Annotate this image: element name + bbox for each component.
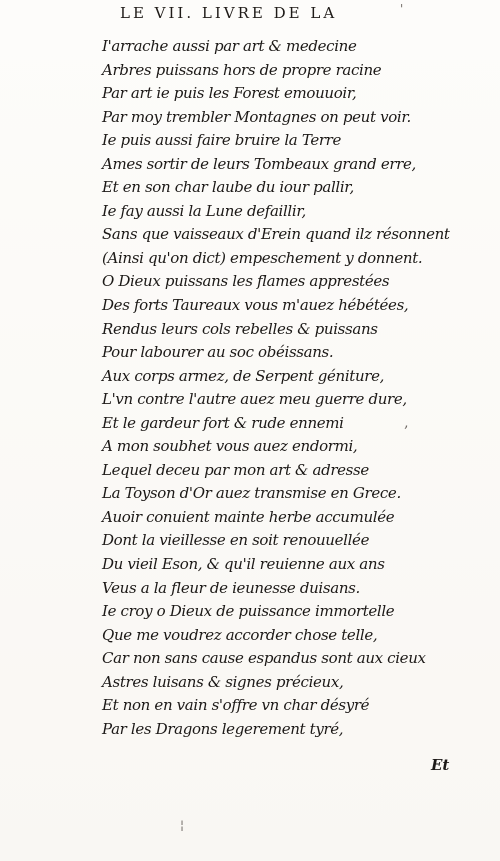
verse-line: Ie puis aussi faire bruire la Terre bbox=[102, 131, 342, 150]
verse-line: Du vieil Eson, & qu'il reuienne aux ans bbox=[102, 555, 385, 574]
ink-speck: ¦ bbox=[180, 818, 185, 832]
verse-line: Car non sans cause espandus sont aux cieux bbox=[102, 649, 426, 668]
verse-line: L'vn contre l'autre auez meu guerre dure, bbox=[102, 390, 407, 409]
verse-line: Ames sortir de leurs Tombeaux grand erre, bbox=[102, 154, 416, 173]
verse-line: Arbres puissans hors de propre racine bbox=[102, 60, 382, 79]
verse-line: Lequel deceu par mon art & adresse bbox=[102, 460, 369, 479]
verse-line: Dont la vieillesse en soit renouuellée bbox=[102, 531, 370, 550]
verse-line: Par art ie puis les Forest emouuoir, bbox=[102, 84, 357, 103]
verse-line: Auoir conuient mainte herbe accumulée bbox=[102, 507, 395, 526]
ink-speck: ‚ bbox=[404, 415, 409, 431]
verse-line: Rendus leurs cols rebelles & puissans bbox=[102, 319, 378, 338]
verse-line: Par les Dragons legerement tyré, bbox=[102, 719, 344, 738]
verse-line: Sans que vaisseaux d'Erein quand ilz résonnent bbox=[102, 225, 450, 244]
running-head: LE VII. LIVRE DE LA bbox=[120, 4, 338, 22]
verse-line: Des forts Taureaux vous m'auez hébétées, bbox=[102, 296, 409, 315]
verse-line: Pour labourer au soc obéissans. bbox=[102, 343, 334, 362]
ink-speck: ' bbox=[400, 2, 404, 16]
verse-line: Veus a la fleur de ieunesse duisans. bbox=[102, 578, 360, 597]
verse-line: La Toyson d'Or auez transmise en Grece. bbox=[102, 484, 401, 503]
verse-line: Astres luisans & signes précieux, bbox=[102, 672, 344, 691]
verse-line: Et non en vain s'offre vn char désyré bbox=[102, 696, 370, 715]
verse-line: Par moy trembler Montagnes on peut voir. bbox=[102, 107, 411, 126]
verse-line: Que me voudrez accorder chose telle, bbox=[102, 625, 378, 644]
verse-text bbox=[102, 35, 462, 741]
verse-line: Et en son char laube du iour pallir, bbox=[102, 178, 354, 197]
verse-line: Et le gardeur fort & rude ennemi bbox=[102, 413, 344, 432]
verse-line: O Dieux puissans les flames apprestées bbox=[102, 272, 390, 291]
verse-line: Aux corps armez, de Serpent géniture, bbox=[102, 366, 385, 385]
verse-line: Ie fay aussi la Lune defaillir, bbox=[102, 201, 306, 220]
verse-line: Ie croy o Dieux de puissance immortelle bbox=[102, 602, 395, 621]
catchword: Et bbox=[431, 756, 450, 774]
verse-line: (Ainsi qu'on dict) empeschement y donnent. bbox=[102, 248, 423, 267]
verse-line: A mon soubhet vous auez endormi, bbox=[102, 437, 358, 456]
verse-line: I'arrache aussi par art & medecine bbox=[102, 37, 357, 55]
